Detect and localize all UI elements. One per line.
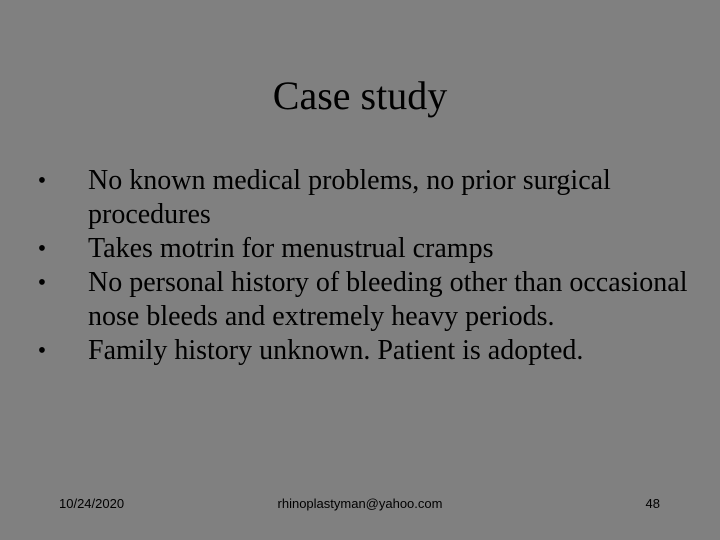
bullet-icon: • <box>37 338 47 364</box>
bullet-item <box>30 232 690 266</box>
bullet-item <box>30 334 690 368</box>
bullet-text: Takes motrin for menustrual cramps <box>88 233 494 264</box>
bullet-item <box>30 266 690 334</box>
bullet-text: Family history unknown. Patient is adopted. <box>88 335 584 366</box>
bullet-icon: • <box>37 236 47 262</box>
page-number: 48 <box>645 496 660 511</box>
bullet-text: No personal history of bleeding other than occasional nose bleeds and extremely heavy periods. <box>88 267 688 332</box>
footer-email: rhinoplastyman@yahoo.com <box>277 496 443 511</box>
bullet-text: No known medical problems, no prior surgical procedures <box>88 165 611 230</box>
slide-title: Case study <box>272 73 448 118</box>
bullet-item <box>30 164 690 232</box>
bullet-list <box>30 164 690 368</box>
bullet-icon: • <box>37 270 47 296</box>
bullet-icon: • <box>37 168 47 194</box>
footer-date: 10/24/2020 <box>59 496 125 511</box>
